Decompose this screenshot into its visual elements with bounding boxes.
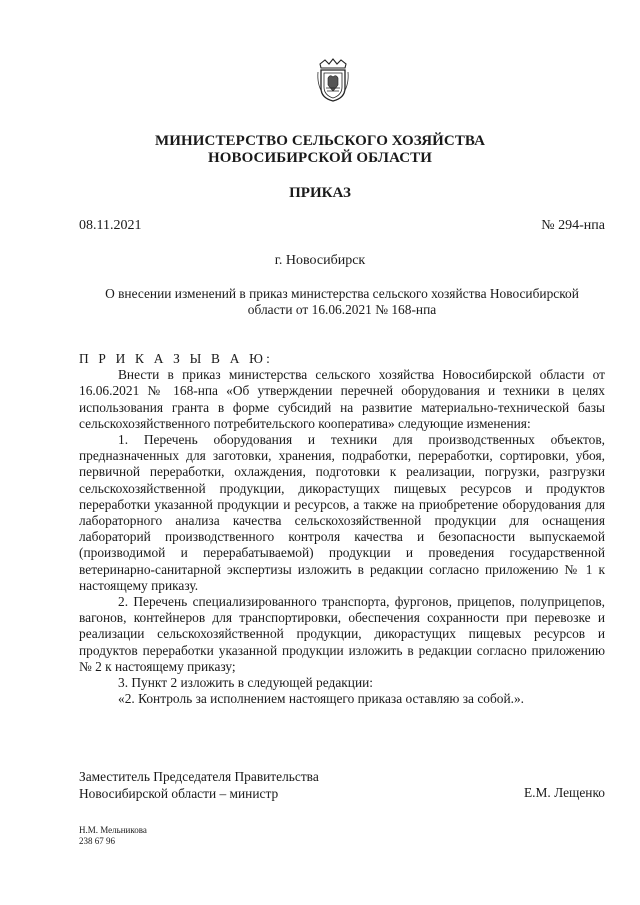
executor-phone: 238 67 96: [79, 836, 115, 846]
body-paragraph: 3. Пункт 2 изложить в следующей редакции:: [118, 675, 374, 691]
document-title-line2: области от 16.06.2021 № 168-нпа: [247, 302, 437, 317]
orders-heading: П Р И К А З Ы В А Ю:: [79, 351, 273, 366]
body-paragraph: Внести в приказ министерства сельского хозяйства Новосибирской области от 16.06.2021 № 168-нпа «Об утверждении перечней оборудования и техники в целях использования гранта в форме субсидий на развитие материально-технической базы сельскохозяйственного потребительского кооператива» следующие изменения:: [79, 367, 605, 431]
document-type: ПРИКАЗ: [289, 185, 351, 201]
executor-info: [79, 825, 147, 847]
signatory-position: [79, 769, 319, 802]
ministry-name-line2: НОВОСИБИРСКОЙ ОБЛАСТИ: [207, 150, 433, 166]
document-date: 08.11.2021: [79, 218, 142, 233]
executor-name: Н.М. Мельникова: [79, 825, 147, 835]
document-number: № 294-нпа: [541, 218, 605, 233]
signatory-position-line1: Заместитель Председателя Правительства: [79, 769, 319, 784]
coat-of-arms-icon: [316, 58, 350, 102]
signatory-name: Е.М. Лещенко: [523, 785, 605, 800]
signatory-position-line2: Новосибирской области – министр: [79, 785, 279, 801]
body-paragraph: «2. Контроль за исполнением настоящего приказа оставляю за собой.».: [118, 691, 525, 707]
ministry-name: [0, 133, 640, 167]
document-city: г. Новосибирск: [274, 253, 366, 268]
document-title-line1: О внесении изменений в приказ министерства сельского хозяйства Новосибирской: [105, 286, 579, 301]
body-paragraph: 2. Перечень специализированного транспорта, фургонов, прицепов, полуприцепов, вагонов, контейнеров для транспортировки, обеспечения сохранности при перевозке и реализации сельскохозяйственной продукции, дикорастущих пищевых ресурсов и продуктов переработки указанной продукции изложить в редакции согласно приложению № 2 к настоящему приказу;: [79, 594, 605, 674]
body-paragraph: 1. Перечень оборудования и техники для производственных объектов, предназначенных для заготовки, хранения, подработки, переработки, сортировки, убоя, первичной переработки, охлаждения, подготовки к реализации, погрузки, разгрузки сельскохозяйственной продукции, дикорастущих пищевых ресурсов и продуктов переработки указанной продукции и ресурсов, а также на приобретение оборудования для лабораторного анализа качества сельскохозяйственной продукции для оснащения лабораторий производственного контроля качества и безопасности выпускаемой (производимой и перерабатываемой) продукции и проведения государственной ветеринарно-санитарной экспертизы изложить в редакции согласно приложению № 1 к настоящему приказу.: [79, 432, 605, 593]
document-body: [79, 351, 605, 707]
document-title: [79, 286, 605, 318]
ministry-name-line1: МИНИСТЕРСТВО СЕЛЬСКОГО ХОЗЯЙСТВА: [154, 133, 486, 149]
